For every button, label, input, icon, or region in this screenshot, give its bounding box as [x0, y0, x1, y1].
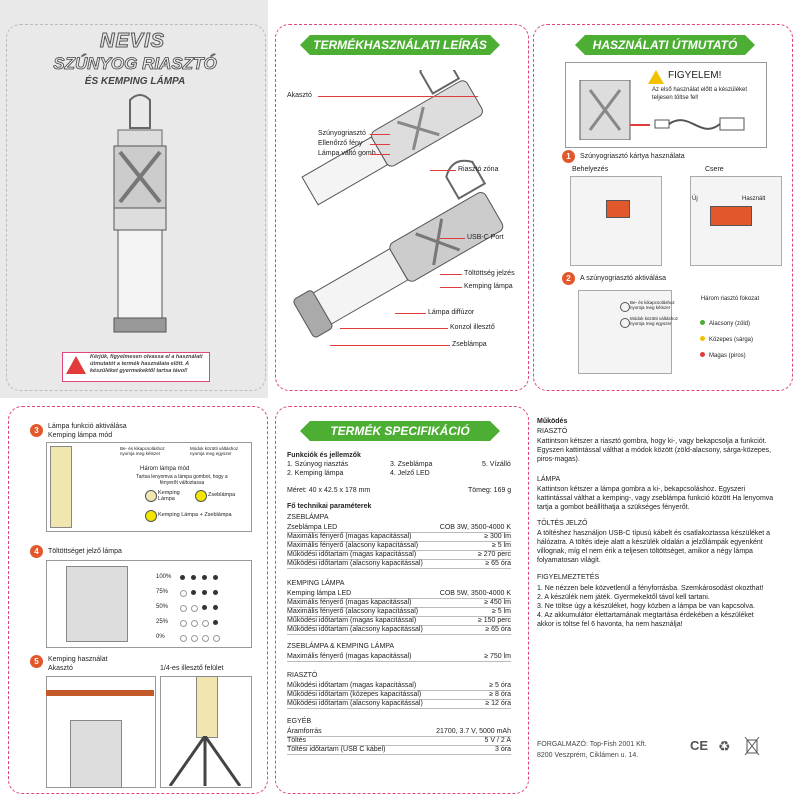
feature-1: 1. Szúnyog riasztás [287, 461, 349, 468]
charge-dot [213, 635, 220, 642]
spec-key: Zseblámpa LED [287, 524, 338, 531]
charge-dot [191, 575, 196, 580]
cover-title: SZÚNYOG RIASZTÓ [53, 54, 217, 73]
spec-value: ≥ 150 perc [477, 617, 511, 624]
rope [46, 690, 154, 696]
combo-mode-label: Kemping Lámpa + Zseblámpa [158, 512, 232, 518]
three-modes-text: Tartsa lenyomva a lámpa gombot, hogy a fényerőt változtassa [136, 474, 228, 486]
label-torch: Zseblámpa [452, 341, 487, 348]
brand-logo: NEVIS [100, 30, 166, 52]
spec-value: ≥ 8 óra [489, 691, 511, 698]
spec-key: Működési időtartam (alacsony kapacitással) [287, 626, 423, 633]
press2-text: Be- és kikapcsoláshoz nyomja meg kétszer [630, 300, 675, 310]
level-low: Alacsony (zöld) [700, 320, 750, 327]
label-zone: Riasztó zóna [458, 166, 499, 173]
charge-dot [213, 620, 218, 625]
insert-card [606, 200, 630, 218]
spec-key: Töltés [287, 737, 307, 744]
label-adapter: Konzol illesztő [450, 324, 495, 331]
charge-percent-label: 25% [156, 619, 169, 625]
new-label: Új [692, 196, 698, 202]
ops-warn-head: FIGYELMEZTETÉS [537, 574, 600, 581]
charge-dot [202, 635, 209, 642]
spec-row [287, 652, 511, 662]
charge-dot [213, 590, 218, 595]
ops-warn-1: 1. Ne nézzen bele közvetlenül a fényforrásba. Szemkárosodást okozthat! [537, 585, 764, 592]
insert-illustration [570, 176, 662, 266]
weight: Tömeg: 169 g [468, 487, 512, 494]
label-indicator: Ellenőrző fény [318, 140, 363, 147]
charge-percent-label: 75% [156, 589, 169, 595]
charge-percent-label: 50% [156, 604, 169, 610]
params-title: Fő technikai paraméterek [287, 503, 372, 510]
charge-dot [202, 620, 209, 627]
camp-mode-label: Kemping Lámpa [158, 490, 180, 502]
ops-warn-4: 4. Az akkumulátor élettartamának megtartása érdekében a készüléket akkor is töltse fel 6 havonta, ha nem használja! [537, 612, 754, 628]
spec-key: Működési időtartam (magas kapacitással) [287, 682, 417, 689]
spec-value: 3 óra [495, 746, 511, 753]
leader-charge [440, 274, 462, 275]
spec-key: Működési időtartam (alacsony kapacitással) [287, 700, 423, 707]
spec-key: Maximális fényerő (magas kapacitással) [287, 653, 412, 660]
charge-dot [180, 620, 187, 627]
spec-row [287, 745, 511, 755]
spec-value: ≥ 450 lm [484, 599, 511, 606]
ops-rep-head: RIASZTÓ [537, 428, 568, 435]
step1-title: Szúnyogriasztó kártya használata [580, 153, 685, 160]
usage-product-illustration [285, 70, 525, 380]
spec-value: 21700, 3.7 V, 5000 mAh [436, 728, 511, 735]
spec-value: ≥ 65 óra [485, 626, 511, 633]
spec-value: ≥ 750 lm [484, 653, 511, 660]
ops-lamp-head: LÁMPA [537, 476, 561, 483]
ops-title: Működés [537, 418, 568, 425]
spec-section-title: RIASZTÓ [287, 672, 318, 679]
leader-torch [330, 345, 450, 346]
spec-key: Maximális fényerő (magas kapacitással) [287, 533, 412, 540]
spec-key: Működési időtartam (magas kapacitással) [287, 617, 417, 624]
label-usbc: USB-C Port [467, 234, 504, 241]
leader-camp-lamp [440, 287, 462, 288]
features-title: Funkciók és jellemzők [287, 452, 361, 459]
label-diffuser: Lámpa diffúzor [428, 309, 475, 316]
distributor: FORGALMAZÓ: Top-Fish 2001 Kft. [537, 741, 647, 748]
leader-zone [430, 170, 456, 171]
charge-dot [202, 575, 207, 580]
torch-mode-label: Zseblámpa [208, 492, 236, 498]
ops-warn-3: 3. Ne töltse úgy a készüléket, hogy közben a lámpa be van kapcsolva. [537, 603, 755, 610]
address: 8200 Veszprém, Ciklámen u. 14. [537, 752, 639, 759]
combo-mode-icon [145, 510, 157, 522]
charge-dot [180, 605, 187, 612]
ops-lamp-text: Kattintson kétszer a lámpa gombra a ki-, bekapcsoláshoz. Egyszeri kattintással válthat a kemping-, vagy zseblámpa funkció között Ha lenyomva tartja a gombot beállíthatja a szükséges fényerőt. [537, 486, 774, 511]
charge-dot [191, 605, 198, 612]
torch-mode-icon [195, 490, 207, 502]
level-high: Magas (piros) [700, 352, 746, 359]
leader-adapter [340, 328, 448, 329]
spec-value: ≥ 5 lm [491, 542, 511, 549]
spec-value: ≥ 5 óra [489, 682, 511, 689]
press-icon [620, 302, 630, 312]
charge-dot [191, 590, 196, 595]
tripod-lamp [196, 676, 218, 738]
step3-press2: Be- és kikapcsoláshoz nyomja meg kétszer [120, 446, 165, 456]
step3-subtitle: Kemping lámpa mód [48, 432, 113, 439]
spec-key: Működési időtartam (magas kapacitással) [287, 551, 417, 558]
spec-key: Áramforrás [287, 728, 322, 735]
swap-card [710, 206, 752, 226]
leader-usbc [440, 238, 465, 239]
step3-badge: 3 [30, 424, 43, 437]
spec-value: ≥ 5 lm [491, 608, 511, 615]
ops-charge-text: A töltéshez használjon USB-C típusú kábelt és csatlakoztassa készüléket a hálózatra. A töltés ideje alatt a készülék oldalán a jelzőlámpák egyenként villognak, míg el nem érik a teljesen töltöttséget, amikor a négy lámpa folyamatosan világít. [537, 530, 771, 564]
label-charge: Töltöttség jelzés [464, 270, 515, 277]
usage-title: TERMÉKHASZNÁLATI LEÍRÁS [310, 35, 490, 55]
step4-lamp [66, 566, 128, 642]
step2-badge: 2 [562, 272, 575, 285]
cover-product-illustration [100, 90, 180, 340]
spec-section-title: EGYÉB [287, 718, 312, 725]
spec-value: 5 V / 2 A [484, 737, 511, 744]
step3-title: Lámpa funkció aktiválása [48, 423, 127, 430]
charge-dot [202, 605, 207, 610]
charge-dot [180, 590, 187, 597]
spec-section-title: ZSEBLÁMPA & KEMPING LÁMPA [287, 643, 395, 650]
spec-row [287, 559, 511, 569]
step5-title: Kemping használat [48, 656, 108, 663]
label-repeller: Szúnyogriasztó [318, 130, 366, 137]
leader-repeller [370, 134, 390, 135]
feature-5: 5. Vízálló [482, 461, 511, 468]
ops-rep-text: Kattintson kétszer a riasztó gombra, hogy ki-, vagy bekapcsolja a funkciót. Egyszeri kattintással válthat a módok között (zöld-alacsony, sárga-közepes, piros-magas). [537, 438, 772, 463]
recycle-icon: ♻ [718, 738, 731, 754]
ops-warn-2: 2. A készülék nem játék. Gyermekektől távol kell tartani. [537, 594, 710, 601]
attention-text: Az első használat előtt a készüléket teljesen töltse fel! [652, 87, 748, 101]
leader-lamp-switch [370, 154, 390, 155]
charge-dot [202, 590, 207, 595]
step3-mode: Módok közötti váltáshoz nyomja meg egyszer [190, 446, 239, 456]
spec-value: COB 5W, 3500-4000 K [439, 590, 511, 597]
step5-badge: 5 [30, 655, 43, 668]
spec-key: Maximális fényerő (alacsony kapacitással) [287, 608, 419, 615]
step5-thread: 1/4-es illesztő felület [160, 665, 224, 672]
spec-title: TERMÉK SPECIFIKÁCIÓ [310, 421, 490, 441]
cover-warning-text: Kérjük, figyelmesen olvassa el a használati útmutatót a termék használata előtt. A készüléket gyermekektől tartsa távol! [90, 354, 203, 374]
charge-dot [180, 575, 185, 580]
step2-title: A szúnyogriasztó aktiválása [580, 275, 666, 282]
leader-diffuser [395, 313, 426, 314]
ce-mark: CE [690, 738, 709, 753]
spec-section-title: ZSEBLÁMPA [287, 514, 329, 521]
usb-cable-illustration [570, 80, 760, 140]
spec-value: ≥ 12 óra [485, 700, 511, 707]
spec-value: ≥ 300 lm [484, 533, 511, 540]
swap-label: Csere [705, 166, 724, 173]
feature-4: 4. Jelző LED [390, 470, 430, 477]
mode-icon [620, 318, 630, 328]
spec-value: ≥ 65 óra [485, 560, 511, 567]
used-label: Használt [742, 196, 766, 202]
spec-value: COB 3W, 3500-4000 K [439, 524, 511, 531]
label-hook: Akasztó [287, 92, 312, 99]
charge-dot [191, 635, 198, 642]
spec-key: Maximális fényerő (alacsony kapacitással) [287, 542, 419, 549]
spec-value: ≥ 270 perc [477, 551, 511, 558]
charge-dot [191, 620, 198, 627]
insert-label: Behelyezés [572, 166, 609, 173]
weee-bin-icon [744, 736, 760, 756]
hang-lamp [70, 720, 122, 788]
label-camp-lamp: Kemping lámpa [464, 283, 513, 290]
leader-indicator [370, 144, 390, 145]
ops-charge-head: TÖLTÉS JELZŐ [537, 520, 588, 527]
mode-text: Módok közötti váltáshoz nyomja meg egyszer [630, 316, 679, 326]
leader-hook [318, 96, 478, 97]
feature-3: 3. Zseblámpa [390, 461, 433, 468]
size: Méret: 40 x 42.5 x 178 mm [287, 487, 371, 494]
spec-key: Működési időtartam (közepes kapacitással) [287, 691, 422, 698]
spec-key: Töltési időtartam (USB C kábel) [287, 746, 386, 753]
spec-section-title: KEMPING LÁMPA [287, 580, 345, 587]
charge-dot [213, 575, 218, 580]
step3-lamp [50, 446, 72, 528]
charge-percent-label: 100% [156, 574, 172, 580]
three-modes-title: Három lámpa mód [140, 466, 190, 472]
charge-percent-label: 0% [156, 634, 165, 640]
spec-row [287, 625, 511, 635]
step4-badge: 4 [30, 545, 43, 558]
step1-badge: 1 [562, 150, 575, 163]
cover-subtitle: ÉS KEMPING LÁMPA [84, 76, 186, 87]
charge-dot [213, 605, 218, 610]
tripod-legs [160, 736, 250, 786]
step5-hang: Akasztó [48, 665, 73, 672]
level-mid: Közepes (sárga) [700, 336, 753, 343]
spec-key: Maximális fényerő (magas kapacitással) [287, 599, 412, 606]
feature-2: 2. Kemping lámpa [287, 470, 344, 477]
spec-key: Működési időtartam (alacsony kapacitással) [287, 560, 423, 567]
guide-title: HASZNÁLATI ÚTMUTATÓ [585, 35, 745, 55]
step4-title: Töltöttséget jelző lámpa [48, 548, 122, 555]
spec-key: Kemping lámpa LED [287, 590, 352, 597]
levels-title: Három riasztó fokozat [700, 296, 760, 302]
charge-dot [180, 635, 187, 642]
label-lamp-switch: Lámpa váltó gomb [318, 150, 376, 157]
attention-title: FIGYELEM! [668, 70, 722, 81]
warning-triangle-icon [66, 356, 86, 374]
spec-row [287, 699, 511, 709]
camp-mode-icon [145, 490, 157, 502]
